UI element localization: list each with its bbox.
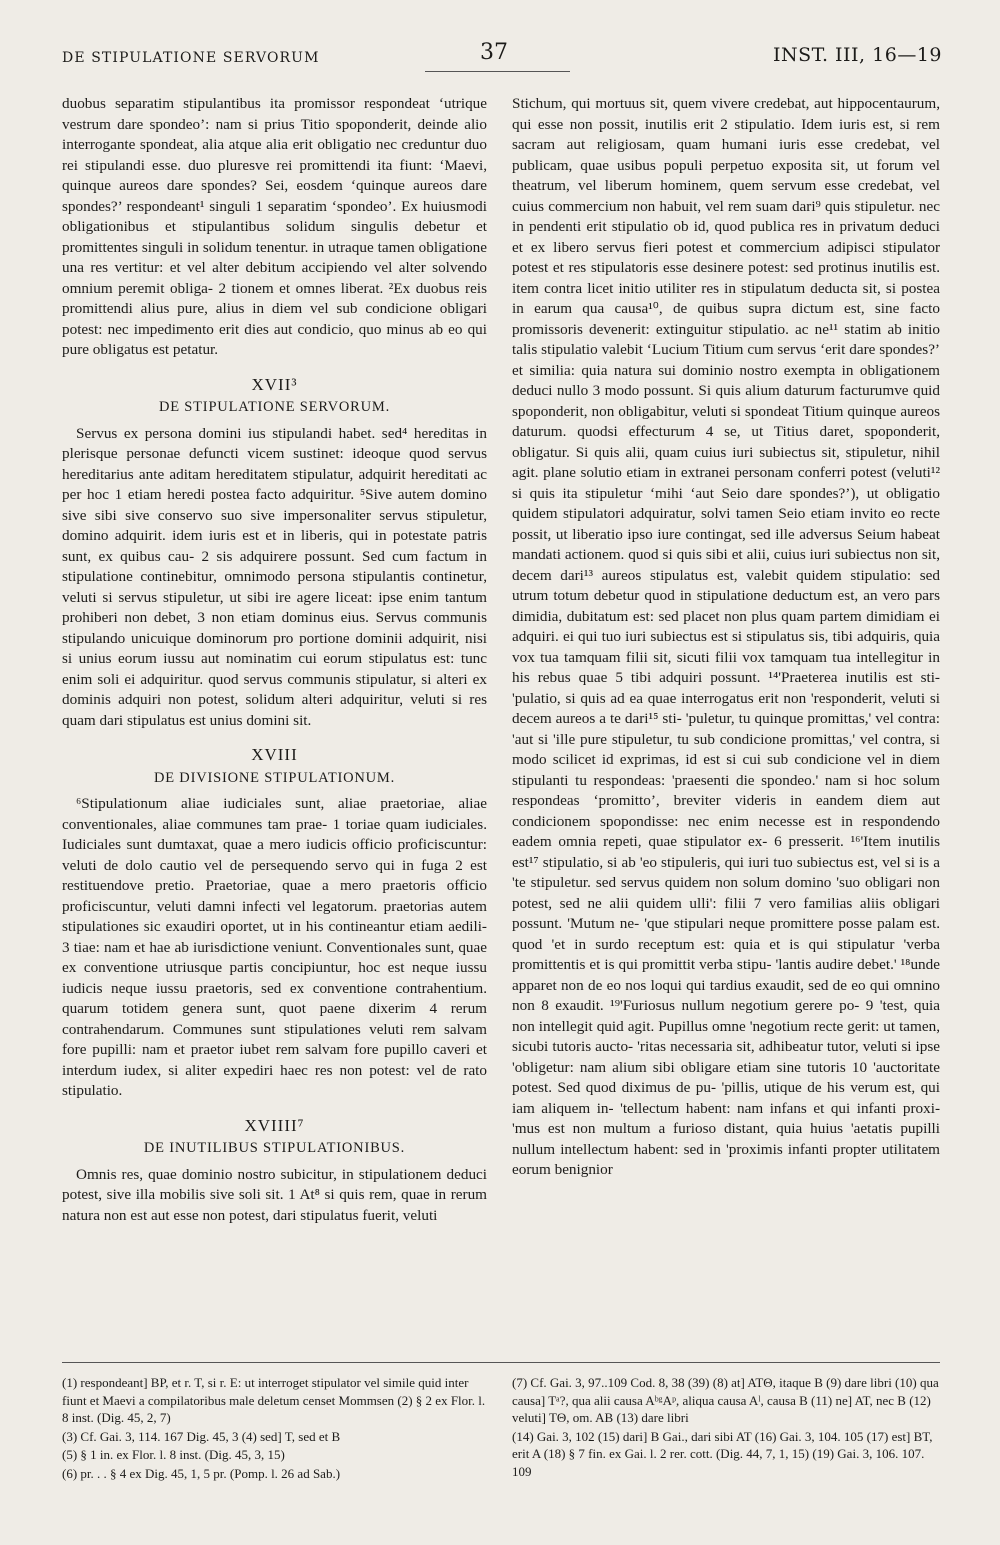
section-title: DE STIPULATIONE SERVORUM. bbox=[158, 399, 391, 415]
paragraph: Servus ex persona domini ius stipulandi habet. sed⁴ hereditas in plerisque personae defuncti vicem sustinet: ideoque quod servus hereditarius ante aditam hereditatem stipulatur, adquirit hereditati ac per hoc 1 etiam heredi postea facto adquiritur. ⁵Sive autem domino sive sibi sive conservo suo sive impersonaliter servus stipuletur, domino adquirit. idem iuris est et in liberis, qui in potestate patris sunt, ex quibus cau- 2 sis adquirere possunt. Sed cum factum in stipulatione continebitur, omnimodo persona stipulantis continetur, veluti si servus stipuletur, ut sibi ire agere liceat: ipse enim tantum prohiberi non debet, 3 non etiam dominus eius. Servus communis stipulando unicuique dominorum pro portione dominii adquirit, nisi si unius eorum iussu aut nominatim cui eorum stipulatus est: tunc enim soli ei adquiritur. quod servus communis stipulatur, si alteri ex dominis adquiri non potest, solidum alteri adquiritur, veluti si res quam dari stipulatus est unius domini sit. bbox=[62, 424, 487, 729]
section-title: DE DIVISIONE STIPULATIONUM. bbox=[153, 769, 396, 786]
right-column bbox=[512, 94, 940, 1187]
footnote: (5) § 1 in. ex Flor. l. 8 inst. (Dig. 45, 3, 15) bbox=[62, 1447, 285, 1462]
section-number: XVIIII⁷ bbox=[244, 1115, 305, 1135]
section-number: XVII³ bbox=[251, 374, 298, 394]
section-number: XVIII bbox=[251, 745, 298, 764]
paragraph: ⁶Stipulationum aliae iudiciales sunt, aliae praetoriae, aliae conventionales, aliae communes tam prae- 1 toriae quam iudiciales. Iudiciales sunt dumtaxat, quae a mero iudicis officio proficiscuntur: veluti de dolo cautio vel de persequendo servo qui in fuga 2 est restituendove pretio. Praetoriae, quae a mero praetoris officio proficiscuntur, veluti damni infecti vel legatorum. praetorias autem stipulationes sic exaudiri oportet, ut in his contineantur etiam aedili- 3 tiae: nam et hae ab iurisdictione veniunt. Conventionales sunt, quae ex conventione utriusque partis concipiuntur, hoc est neque iussu iudicis neque iussu praetoris, sed ex conventione contrahentium. quarum totidem genera sunt, quot paene dixerim 4 rerum contrahendarum. Communes sunt stipulationes veluti rem salvam fore pupilli: nam et praetor iubet rem salvam fore pupillo caveri et interdum iudex, si aliter expediri haec res non potest: vel de rato stipulatio. bbox=[62, 795, 487, 1099]
footnote: (6) pr. . . § 4 ex Dig. 45, 1, 5 pr. (Pomp. l. 26 ad Sab.) bbox=[62, 1465, 341, 1481]
section-title: DE INUTILIBUS STIPULATIONIBUS. bbox=[143, 1140, 406, 1156]
running-head-left: DE STIPULATIONE SERVORUM bbox=[62, 50, 320, 66]
footnote: (3) Cf. Gai. 3, 114. 167 Dig. 45, 3 (4) sed] T, sed et B bbox=[62, 1428, 341, 1444]
footnote: (1) respondeant] BP, et r. T, si r. E: ut interroget stipulator vel simile quid inter fiunt et Maevi a compilatoribus male deletum censet Mommsen (2) § 2 ex Flor. l. 8 inst. (Dig. 45, 2, 7) bbox=[62, 1375, 486, 1425]
paragraph: Stichum, qui mortuus sit, quem vivere credebat, aut hippocentaurum, qui esse non possit, inutilis erit 2 stipulatio. Idem iuris est, si rem sacram aut religiosam, quam humani iuris esse credebat, vel publicam, quae usibus populi perpetuo exposita sit, ut forum vel theatrum, vel liberum hominem, quem servum esse credebat, vel cuius commercium non habuit, vel rem suam dari⁹ quis stipuletur. nec in pendenti erit stipulatio ob id, quod publica res in privatum deduci et ex libero servus fieri potest et commercium adipisci stipulator potest et res stipulatoris esse desinere potest: sed protinus inutilis est. item contra licet initio utiliter res in stipulatum deducta sit, si postea in earum qua causa¹⁰, de quibus supra dictum est, sine facto promissoris devenerit: extinguitur stipulatio. ac ne¹¹ statim ab initio talis stipulatio valebit ‘Lucium Titium cum servus ‘erit dare spondes?’ et similia: quia natura sui dominio nostro exempta in obligationem deduci nullo 3 modo possunt. Si quis alium daturum facturumve quid spoponderit, non obligabitur, veluti si spondeat Titium quinque aureos daturum. quodsi effecturum 4 se, ut Titius daret, spoponderit, obligatur. Si quis alii, quam cuius iuri subiectus sit, stipuletur, nihil agit. plane solutio etiam in extranei personam conferri potest (veluti¹² si quis ita stipuletur ‘mihi ‘aut Seio dare spondes?’), ut obligatio quidem stipulatori adquiratur, solvi tamen Seio etiam invito eo recte possit, ut liberatio ipso iure contingat, sed ille adversus Seium habeat mandati actionem. quod si quis sibi et alii, cuius iuri subiectus non sit, decem dari¹³ aureos stipulatus est, valebit quidem stipulatio: sed utrum totum debetur quod in stipulatione deductum est, an vero pars dimidia, dubitatum est: sed placet non plus quam partem dimidiam ei adquiri. ei qui tuo iuri subiectus est si stipulatus sis, tibi adquiris, quia vox tua tamquam filii sit, sicuti filii vox tamquam tua intellegitur in his rebus quae 5 tibi adquiri possunt. ¹⁴'Praeterea inutilis est sti- 'pulatio, si quis ad ea quae interrogatus erit non 'responderit, veluti si decem aureos a te dari¹⁵ sti- 'puletur, tu quinque promittas,' vel contra: 'aut si 'ille pure stipuletur, tu sub condicione promittas,' vel contra, si modo scilicet id exprimas, id est si cui sub condicione vel in diem stipulanti tu respondeas: 'praesenti die spondeo.' nam si hoc solum respondeas ‘promitto’, breviter videris in eandem diem aut condicionem spopondisse: nec enim necesse est in respondendo eadem omnia repeti, quae stipulator ex- 6 presserit. ¹⁶'Item inutilis est¹⁷ stipulatio, si ab 'eo stipuleris, qui iuri tuo subiectus est, vel si is a 'te stipuletur. sed servus quidem non solum domino 'suo obligari non potest, sed ne alii quidem ulli': filii 7 vero familias aliis obligari possunt. 'Mutum ne- 'que stipulari neque promittere posse palam est. quod 'et in surdo receptum est: quia et is qui stipulatur 'verba promittentis et is qui promittit verba stipu- 'lantis audire debet.' ¹⁸unde apparet non de eo nos loqui qui tardius exaudit, sed de eo qui omnino non 8 exaudit. ¹⁹'Furiosus nullum negotium gerere po- 9 'test, quia non intellegit quid agit. Pupillus omne 'negotium recte gerit: ut tamen, sicubi tutoris aucto- 'ritas necessaria sit, adhibeatur tutor, veluti si ipse 'obligetur: nam alium sibi obligare etiam sine tutoris 10 'auctoritate potest. Sed quod diximus de pu- 'pillis, utique de his verum est, qui iam aliquem in- 'tellectum habent: nam infans et qui infanti proxi- 'mus est non multum a furioso distant, quia huius 'aetatis pupilli nullum intellectum habent: sed in 'proximis infanti propter utilitatem eorum benignior bbox=[512, 95, 940, 1178]
header-rule bbox=[425, 71, 570, 72]
footnotes-left bbox=[62, 1374, 487, 1483]
footnote: (7) Cf. Gai. 3, 97..109 Cod. 8, 38 (39) (8) at] ATΘ, itaque B (9) dare libri (10) qua causa] Tᵃ?, qua alii causa AᵇᵍAᵖ, aliqua causa Aˡ, causa B (11) ne] AT, nec B (12) veluti] TΘ, om. AB (13) dare libri bbox=[512, 1375, 939, 1425]
paragraph: Omnis res, quae dominio nostro subicitur, in stipulationem deduci potest, sive illa mobilis sive soli sit. 1 At⁸ si quis rem, quae in rerum natura non est aut esse non potest, dari stipulatus fuerit, veluti bbox=[62, 1165, 487, 1224]
paragraph: duobus separatim stipulantibus ita promissor respondeat ‘utrique vestrum dare spondeo’: nam si prius Titio spoponderit, deinde alio interrogante spondeat, alia atque alia erit obligatio nec creduntur duo rei stipulandi esse. duo pluresve rei promittendi ita fiunt: ‘Maevi, quinque aureos dare spondes? Sei, eosdem ‘quinque aureos dare spondes?’ respondeant¹ singuli 1 separatim ‘spondeo’. Ex huiusmodi obligationibus et stipulantibus solidum singulis debetur et promittentes singuli in solidum tenentur. in utraque tamen obligatione una res vertitur: et vel alter debitum accipiendo vel alter solvendo omnium peremit obliga- 2 tionem et omnes liberat. ²Ex duobus reis promittendi alius pure, alius in diem vel sub condicione obligari potest: nec impedimento erit dies aut condicio, quo minus ab eo qui pure obligatus est petatur. bbox=[62, 95, 487, 358]
footnotes-right bbox=[512, 1374, 940, 1481]
left-column bbox=[62, 94, 487, 1232]
running-head-right: INST. III, 16—19 bbox=[772, 44, 942, 66]
footnote: (14) Gai. 3, 102 (15) dari] B Gai., dari sibi AT (16) Gai. 3, 104. 105 (17) est] BT, erit A (18) § 7 fin. ex Gai. l. 2 rer. cott. (Dig. 44, 7, 1, 15) (19) Gai. 3, 106. 107. 109 bbox=[512, 1428, 933, 1479]
footnote-rule bbox=[62, 1362, 940, 1363]
page-number: 37 bbox=[480, 40, 508, 65]
